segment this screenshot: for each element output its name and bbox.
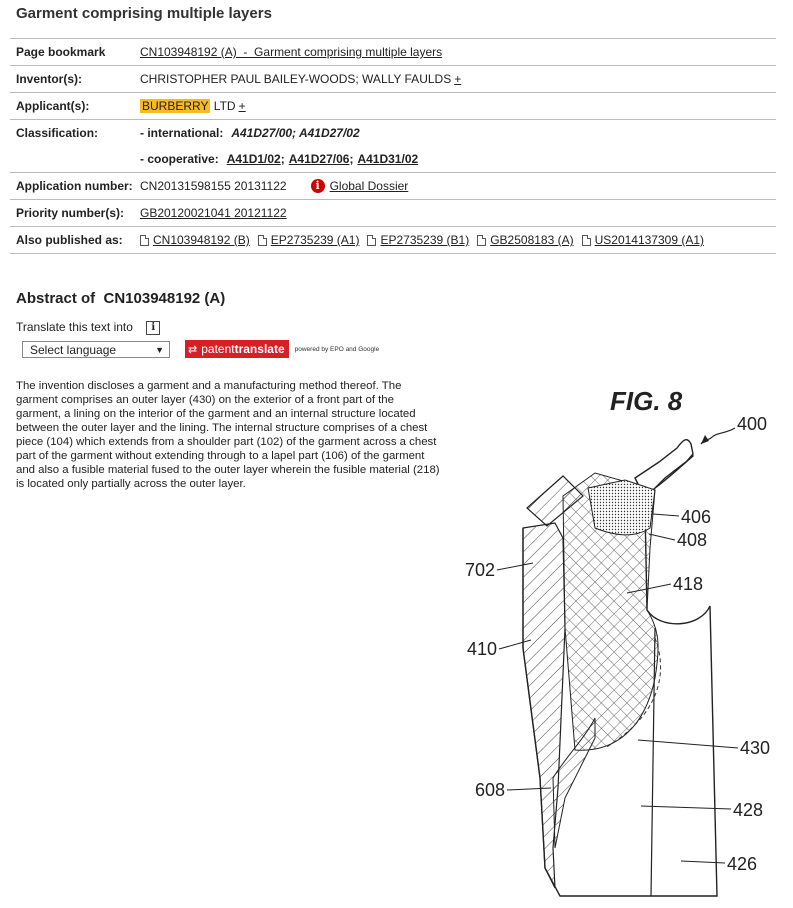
arrow-head: [701, 435, 709, 444]
publication-link[interactable]: CN103948192 (B): [153, 233, 250, 247]
figure-label: 426: [727, 854, 758, 874]
also-published-label: Also published as:: [16, 233, 123, 247]
applicants-value: LTD: [210, 99, 236, 113]
language-select-value: Select language: [30, 342, 117, 357]
powered-by-text: powered by EPO and Google: [294, 345, 380, 353]
abstract-text: The invention discloses a garment and a manufacturing method thereof. The garment comprises an outer layer (430) on the exterior of a front part of the garment, a lining on the interior of the garment and an internal structure located between the outer layer and the lining. The internal structure comprises of a chest piece (104) which extends from a shoulder part (102) of the garment across a chest part of the garment without extending through to a lapel part (106) of the garment and also a fusible material fused to the outer layer wherein the fusible material (218) is located only partially across the outer layer.: [16, 380, 440, 490]
patent-figure: [455, 378, 785, 908]
swap-arrows-icon: ⇄: [188, 343, 198, 356]
page-title: Garment comprising multiple layers: [16, 5, 272, 22]
document-icon: [367, 235, 376, 246]
figure-label: 430: [740, 738, 771, 758]
global-dossier-icon[interactable]: i: [311, 179, 325, 193]
figure-label: 418: [673, 574, 704, 594]
international-label: - international:: [140, 126, 224, 140]
document-icon: [258, 235, 267, 246]
priority-label: Priority number(s):: [16, 206, 125, 220]
classification-cooperative-row: [10, 146, 776, 173]
info-icon[interactable]: i: [146, 321, 160, 335]
code-separator: ;: [280, 152, 285, 166]
translate-label: [16, 320, 160, 335]
language-select[interactable]: [22, 341, 170, 358]
publication-link[interactable]: EP2735239 (A1): [270, 233, 360, 247]
publication-link[interactable]: GB2508183 (A): [490, 233, 574, 247]
classification-international-row: [10, 120, 776, 146]
application-row: [10, 173, 776, 200]
applicants-label: Applicant(s):: [16, 99, 90, 113]
translate-label-text: Translate this text into: [16, 320, 133, 334]
bookmark-label: Page bookmark: [16, 45, 106, 59]
inventors-row: [10, 66, 776, 93]
classification-label: Classification:: [16, 126, 99, 140]
bibliographic-table: [10, 38, 776, 254]
inventors-expand-button[interactable]: +: [454, 72, 462, 86]
cooperative-code-link[interactable]: A41D1/02: [226, 152, 281, 166]
figure-label: 408: [677, 530, 708, 550]
document-icon: [477, 235, 486, 246]
leader-line: [653, 514, 679, 516]
cooperative-label: - cooperative:: [140, 152, 219, 166]
cooperative-code-link[interactable]: A41D31/02: [357, 152, 419, 166]
abstract-heading: Abstract of CN103948192 (A): [16, 290, 226, 307]
application-value: CN20131598155 20131122: [140, 179, 287, 193]
figure-label: 608: [475, 780, 506, 800]
figure-label: 406: [681, 507, 712, 527]
code-separator: ;: [349, 152, 354, 166]
bookmark-row: [10, 39, 776, 66]
patenttranslate-pre: patent: [201, 342, 235, 356]
inventors-label: Inventor(s):: [16, 72, 82, 86]
figure-drawing: [455, 378, 785, 903]
patenttranslate-bold: translate: [234, 342, 285, 356]
leader-line: [649, 534, 675, 540]
document-icon: [140, 235, 149, 246]
publication-link[interactable]: EP2735239 (B1): [380, 233, 470, 247]
applicants-expand-button[interactable]: +: [238, 99, 246, 113]
bookmark-link[interactable]: CN103948192 (A) - Garment comprising multiple layers: [140, 45, 443, 59]
applicant-highlight: BURBERRY: [142, 99, 209, 113]
fusible-region: [588, 480, 655, 535]
priority-link[interactable]: GB20120021041 20121122: [140, 206, 287, 220]
inventors-value: CHRISTOPHER PAUL BAILEY-WOODS; WALLY FAULDS: [140, 72, 452, 86]
figure-label: 702: [465, 560, 496, 580]
patenttranslate-logo[interactable]: [185, 340, 289, 358]
figure-label: 400: [737, 414, 768, 434]
application-label: Application number:: [16, 179, 133, 193]
also-published-row: [10, 227, 776, 254]
figure-title: FIG. 8: [610, 386, 683, 416]
publication-link[interactable]: US2014137309 (A1): [594, 233, 705, 247]
document-icon: [582, 235, 591, 246]
cooperative-code-link[interactable]: A41D27/06: [288, 152, 350, 166]
global-dossier-link[interactable]: Global Dossier: [329, 179, 409, 193]
figure-label: 428: [733, 800, 764, 820]
priority-row: [10, 200, 776, 227]
applicants-row: [10, 93, 776, 120]
patenttranslate-button[interactable]: [185, 340, 379, 358]
figure-label: 410: [467, 639, 498, 659]
chevron-down-icon: ▼: [155, 344, 164, 355]
international-value: A41D27/00; A41D27/02: [231, 126, 360, 140]
